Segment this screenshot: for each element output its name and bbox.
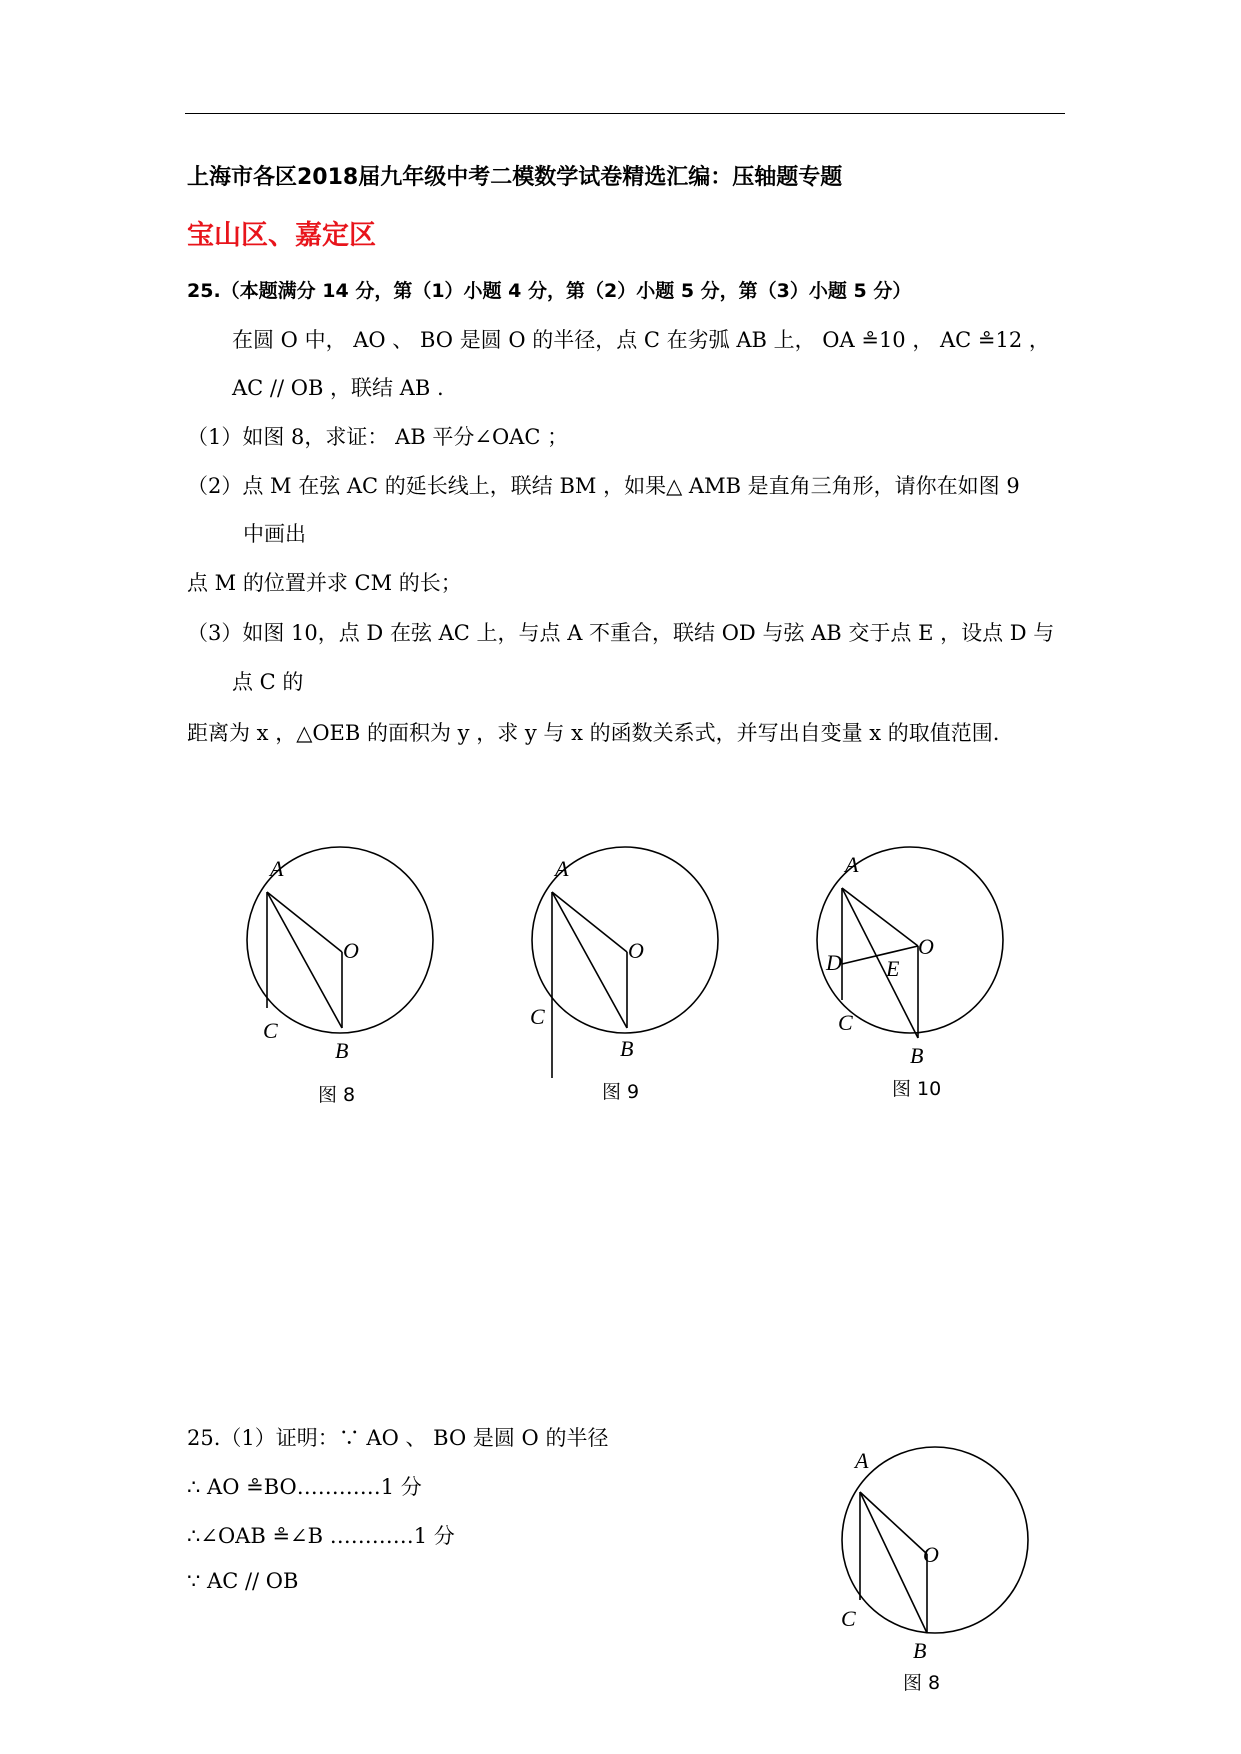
district-heading: 宝山区、嘉定区 (187, 220, 376, 251)
figure-8 (230, 840, 450, 1074)
question-part1: （1）如图 8，求证： AB 平分∠OAC ； (187, 425, 569, 449)
label-B: B (335, 1038, 349, 1063)
label-O: O (343, 938, 359, 963)
question-head: 25.（本题满分 14 分，第（1）小题 4 分，第（2）小题 5 分，第（3）小题 5 分） (187, 280, 912, 302)
figure-8-solution (825, 1440, 1045, 1674)
label-O: O (918, 934, 934, 959)
label-A: A (555, 856, 569, 881)
label-B: B (913, 1638, 927, 1663)
header-rule (185, 113, 1065, 114)
radius-ao (860, 1492, 927, 1554)
solution-line1: 25.（1）证明：∵ AO 、 BO 是圆 O 的半径 (187, 1426, 609, 1450)
label-A: A (855, 1448, 869, 1473)
figure-10 (800, 840, 1020, 1074)
label-C: C (530, 1004, 545, 1029)
circle (842, 1447, 1028, 1633)
label-O: O (923, 1542, 939, 1567)
label-C: C (263, 1018, 278, 1043)
label-B: B (910, 1043, 924, 1068)
label-B: B (620, 1036, 634, 1061)
question-statement-line1: 在圆 O 中， AO 、 BO 是圆 O 的半径，点 C 在劣弧 AB 上， OA ≗10 ， AC ≗12 ， (232, 328, 1050, 352)
label-A: A (270, 856, 284, 881)
label-O: O (628, 938, 644, 963)
figure-8-caption: 图 8 (318, 1084, 356, 1106)
figure-9 (515, 840, 735, 1084)
document-title: 上海市各区2018届九年级中考二模数学试卷精选汇编：压轴题专题 (187, 165, 843, 190)
question-part3-line1: （3）如图 10，点 D 在弦 AC 上，与点 A 不重合，联结 OD 与弦 AB 交于点 E ，设点 D 与 (187, 621, 1055, 645)
solution-line4: ∵ AC // OB (187, 1569, 299, 1593)
label-C: C (841, 1606, 856, 1631)
radius-ao (842, 888, 918, 946)
question-part2-line2: 中画出 (243, 522, 306, 546)
chord-ab (552, 892, 627, 1028)
chord-ab (860, 1492, 927, 1633)
question-part2-line3: 点 M 的位置并求 CM 的长； (187, 571, 462, 595)
chord-ab (842, 888, 918, 1038)
question-part2-line1: （2）点 M 在弦 AC 的延长线上，联结 BM ，如果△ AMB 是直角三角形，请你在如图 9 (187, 474, 1020, 498)
chord-ab (267, 892, 342, 1028)
solution-line2: ∴ AO ≗BO…………1 分 (187, 1475, 422, 1499)
figure-8-solution-caption: 图 8 (903, 1672, 941, 1694)
radius-ao (267, 892, 342, 952)
label-E: E (886, 956, 900, 981)
figure-9-caption: 图 9 (602, 1081, 640, 1103)
label-A: A (845, 852, 859, 877)
radius-ao (552, 892, 627, 952)
question-part3-line2: 点 C 的 (232, 670, 304, 694)
label-D: D (826, 950, 842, 975)
question-statement-line2: AC // OB ，联结 AB . (232, 376, 444, 400)
question-part3-line3: 距离为 x ，△OEB 的面积为 y ，求 y 与 x 的函数关系式，并写出自变量 x 的取值范围. (187, 721, 1000, 745)
solution-line3: ∴∠OAB ≗∠B …………1 分 (187, 1524, 455, 1548)
figure-10-caption: 图 10 (892, 1078, 942, 1100)
label-C: C (838, 1010, 853, 1035)
